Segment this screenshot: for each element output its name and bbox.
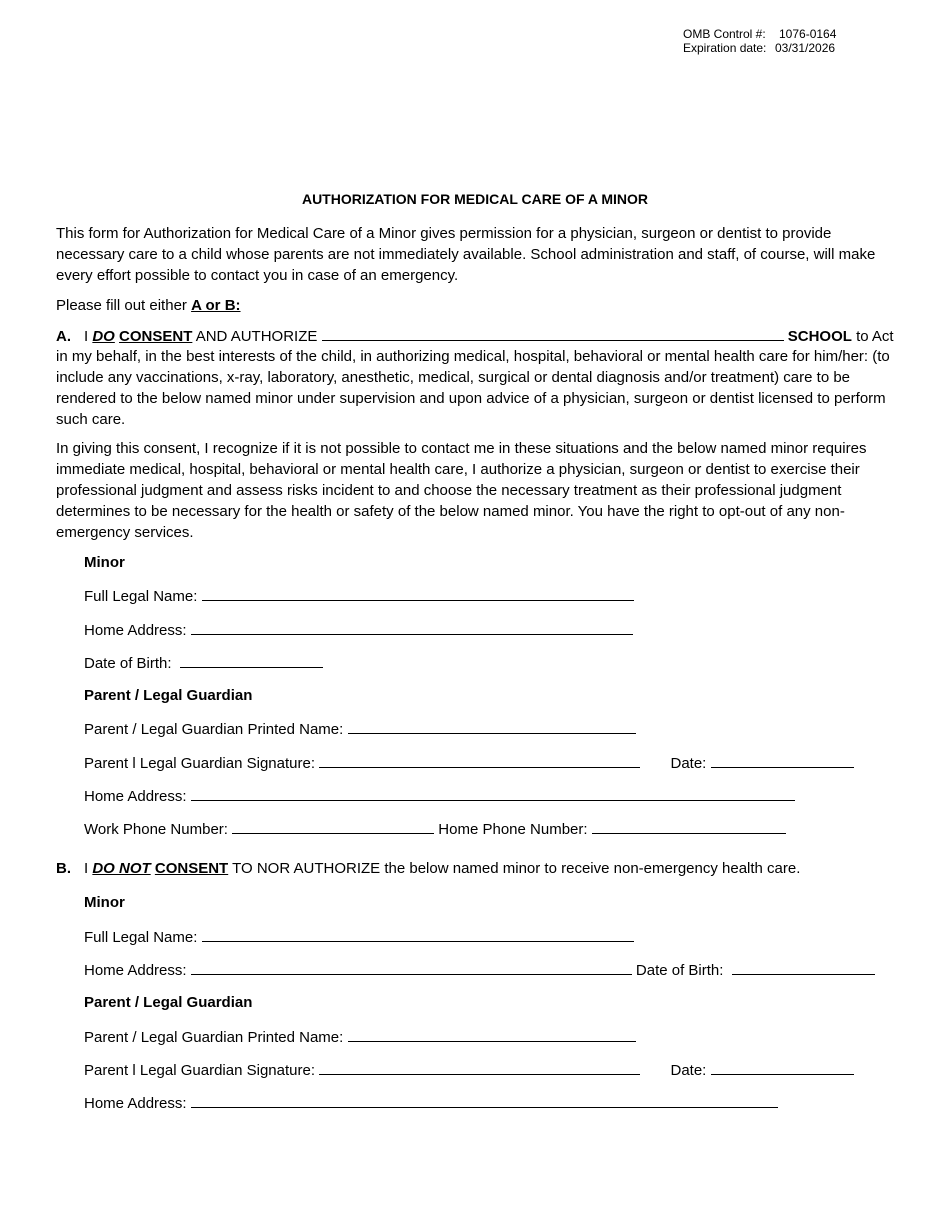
- section-b-minor-heading: Minor: [84, 894, 125, 911]
- section-b-dob-label: Date of Birth:: [635, 962, 724, 979]
- section-a-signature-field[interactable]: [319, 752, 640, 768]
- omb-block: [683, 27, 836, 55]
- section-b-guardian-address-label: Home Address:: [84, 1095, 187, 1112]
- section-b-date-field[interactable]: [711, 1059, 854, 1075]
- omb-control-line: [683, 27, 836, 41]
- section-b-consent: CONSENT: [154, 860, 229, 877]
- omb-control-label: OMB Control #:: [683, 27, 766, 41]
- instruction-choice: A or B:: [191, 297, 241, 314]
- section-a-guardian-address-label: Home Address:: [84, 788, 187, 805]
- section-b-full-name-label: Full Legal Name:: [84, 929, 198, 946]
- section-a-full-name-label: Full Legal Name:: [84, 588, 198, 605]
- section-a-date-field[interactable]: [711, 752, 854, 768]
- section-b-header: [56, 858, 800, 879]
- school-name-field[interactable]: [322, 325, 784, 341]
- section-a-full-name-field[interactable]: [202, 585, 634, 601]
- section-a-dob-row: [84, 652, 323, 674]
- section-a-date-label: Date:: [670, 755, 707, 772]
- section-b-guardian-name-label: Parent / Legal Guardian Printed Name:: [84, 1029, 344, 1046]
- section-b-guardian-name-field[interactable]: [348, 1026, 636, 1042]
- section-a-and-authorize: AND AUTHORIZE: [195, 328, 318, 345]
- section-b-home-address-label: Home Address:: [84, 962, 187, 979]
- section-a-full-name-row: [84, 585, 634, 607]
- section-b-guardian-address-field[interactable]: [191, 1092, 778, 1108]
- section-b-dob-field[interactable]: [732, 959, 875, 975]
- section-b-do-not: DO NOT: [92, 860, 151, 877]
- section-a-work-phone-field[interactable]: [232, 818, 434, 834]
- section-a-dob-label: Date of Birth:: [84, 655, 172, 672]
- section-b-signature-row: [84, 1059, 854, 1081]
- section-a-guardian-name-row: [84, 718, 636, 740]
- section-a-consent: CONSENT: [119, 328, 193, 345]
- section-a-home-address-row: [84, 619, 633, 641]
- section-a-phone-row: [84, 818, 786, 840]
- section-a-home-phone-label: Home Phone Number:: [438, 821, 588, 838]
- expiration-label: Expiration date:: [683, 41, 767, 55]
- section-a-guardian-name-label: Parent / Legal Guardian Printed Name:: [84, 721, 344, 738]
- section-b-signature-label: Parent l Legal Guardian Signature:: [84, 1062, 315, 1079]
- section-b-i: I: [84, 860, 89, 877]
- section-b-signature-field[interactable]: [319, 1059, 640, 1075]
- instruction-line: [56, 295, 241, 316]
- section-b-guardian-name-row: [84, 1026, 636, 1048]
- section-a-do: DO: [92, 328, 115, 345]
- section-a-guardian-heading: Parent / Legal Guardian: [84, 687, 253, 704]
- section-a-header: [56, 325, 894, 347]
- section-a-home-address-field[interactable]: [191, 619, 633, 635]
- instruction-prefix: Please fill out either: [56, 297, 192, 314]
- section-b-address-dob-row: [84, 959, 875, 981]
- section-b-home-address-field[interactable]: [191, 959, 632, 975]
- section-b-full-name-row: [84, 926, 634, 948]
- section-a-minor-heading: Minor: [84, 554, 125, 571]
- section-a-home-address-label: Home Address:: [84, 622, 187, 639]
- section-a-body: in my behalf, in the best interests of the child, in authorizing medical, hospital, behavioral or mental health care for him/her: (to include any vaccinations, x-ray, laboratory, anesthetic, medical, surgical or dental diagnosis and/or treatment) care to be rendered to the below named minor under supervision and upon advice of a physician, surgeon or dentist licensed to perform such care.: [56, 348, 890, 428]
- section-a-guardian-address-row: [84, 785, 795, 807]
- section-a-letter: A.: [56, 328, 71, 345]
- section-a-signature-label: Parent l Legal Guardian Signature:: [84, 755, 315, 772]
- section-b-letter: B.: [56, 860, 71, 877]
- page-title: AUTHORIZATION FOR MEDICAL CARE OF A MINOR: [301, 191, 649, 207]
- section-a-signature-row: [84, 752, 854, 774]
- section-b-guardian-heading: Parent / Legal Guardian: [84, 994, 253, 1011]
- expiration-line: [683, 41, 836, 55]
- section-a-i: I: [84, 328, 89, 345]
- section-a-consent-paragraph: In giving this consent, I recognize if it is not possible to contact me in these situations and the below named minor requires immediate medical, hospital, behavioral or mental health care, I authorize a physician, surgeon or dentist to exercise their professional judgment and assess risks incident to and choose the necessary treatment as their professional judgment determines to be necessary for the health or safety of the below named minor. You have the right to opt-out of any non-emergency services.: [56, 440, 867, 541]
- section-b-full-name-field[interactable]: [202, 926, 634, 942]
- section-b-rest: TO NOR AUTHORIZE the below named minor to receive non-emergency health care.: [232, 860, 801, 877]
- expiration-value: 03/31/2026: [775, 41, 836, 55]
- section-a-work-phone-label: Work Phone Number:: [84, 821, 228, 838]
- section-a-school: SCHOOL: [787, 328, 852, 345]
- section-b-date-label: Date:: [670, 1062, 707, 1079]
- omb-control-value: 1076-0164: [779, 27, 837, 41]
- section-a-guardian-address-field[interactable]: [191, 785, 795, 801]
- section-a-to-act: to Act: [856, 328, 894, 345]
- section-a-dob-field[interactable]: [180, 652, 323, 668]
- section-a-guardian-name-field[interactable]: [348, 718, 636, 734]
- section-a-home-phone-field[interactable]: [592, 818, 786, 834]
- intro-paragraph: This form for Authorization for Medical Care of a Minor gives permission for a physician, surgeon or dentist to provide necessary care to a child whose parents are not immediately available. School administration and staff, of course, will make every effort possible to contact you in case of an emergency.: [56, 225, 876, 284]
- section-b-guardian-address-row: [84, 1092, 778, 1114]
